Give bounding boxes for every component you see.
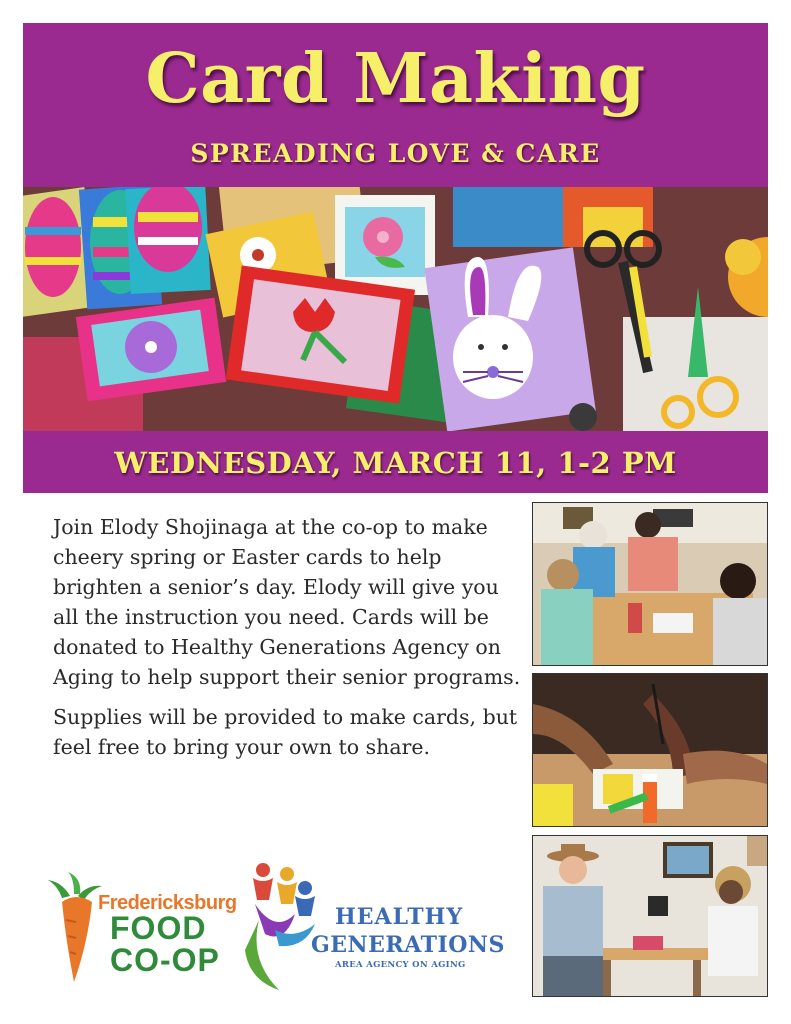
collage-image [23, 187, 768, 431]
coop-name-line3: CO-OP [110, 942, 220, 978]
hands-gluing-cards-photo [532, 673, 768, 827]
food-coop-logo [40, 872, 240, 982]
coop-name-line1: Fredericksburg [98, 892, 237, 914]
carrot-icon [40, 872, 110, 982]
seniors-making-cards-photo [532, 502, 768, 666]
hg-name-line1: HEALTHY [335, 904, 464, 930]
people-tree-icon [245, 860, 325, 995]
healthy-generations-logo [245, 860, 515, 1000]
hg-name-line2: GENERATIONS [311, 932, 505, 958]
description-paragraph: Join Elody Shojinaga at the co-op to make cheery spring or Easter cards to help brighten a senior’s day. Elody will give you all the instruction you need. Cards will be donated to Healthy Generations Agency on Aging to help support their senior programs. [53, 515, 521, 689]
event-subtitle: SPREADING LOVE & CARE [190, 139, 601, 168]
header-banner [23, 23, 768, 187]
event-date: WEDNESDAY, MARCH 11, 1-2 PM [114, 446, 677, 480]
event-title: Card Making [145, 39, 646, 119]
date-banner [23, 431, 768, 493]
coop-name-line2: FOOD [110, 910, 207, 946]
hg-tagline: AREA AGENCY ON AGING [335, 960, 466, 970]
description-paragraph: Supplies will be provided to make cards, but feel free to bring your own to share. [53, 705, 518, 759]
event-description [53, 512, 523, 772]
two-people-making-cards-photo [532, 835, 768, 997]
